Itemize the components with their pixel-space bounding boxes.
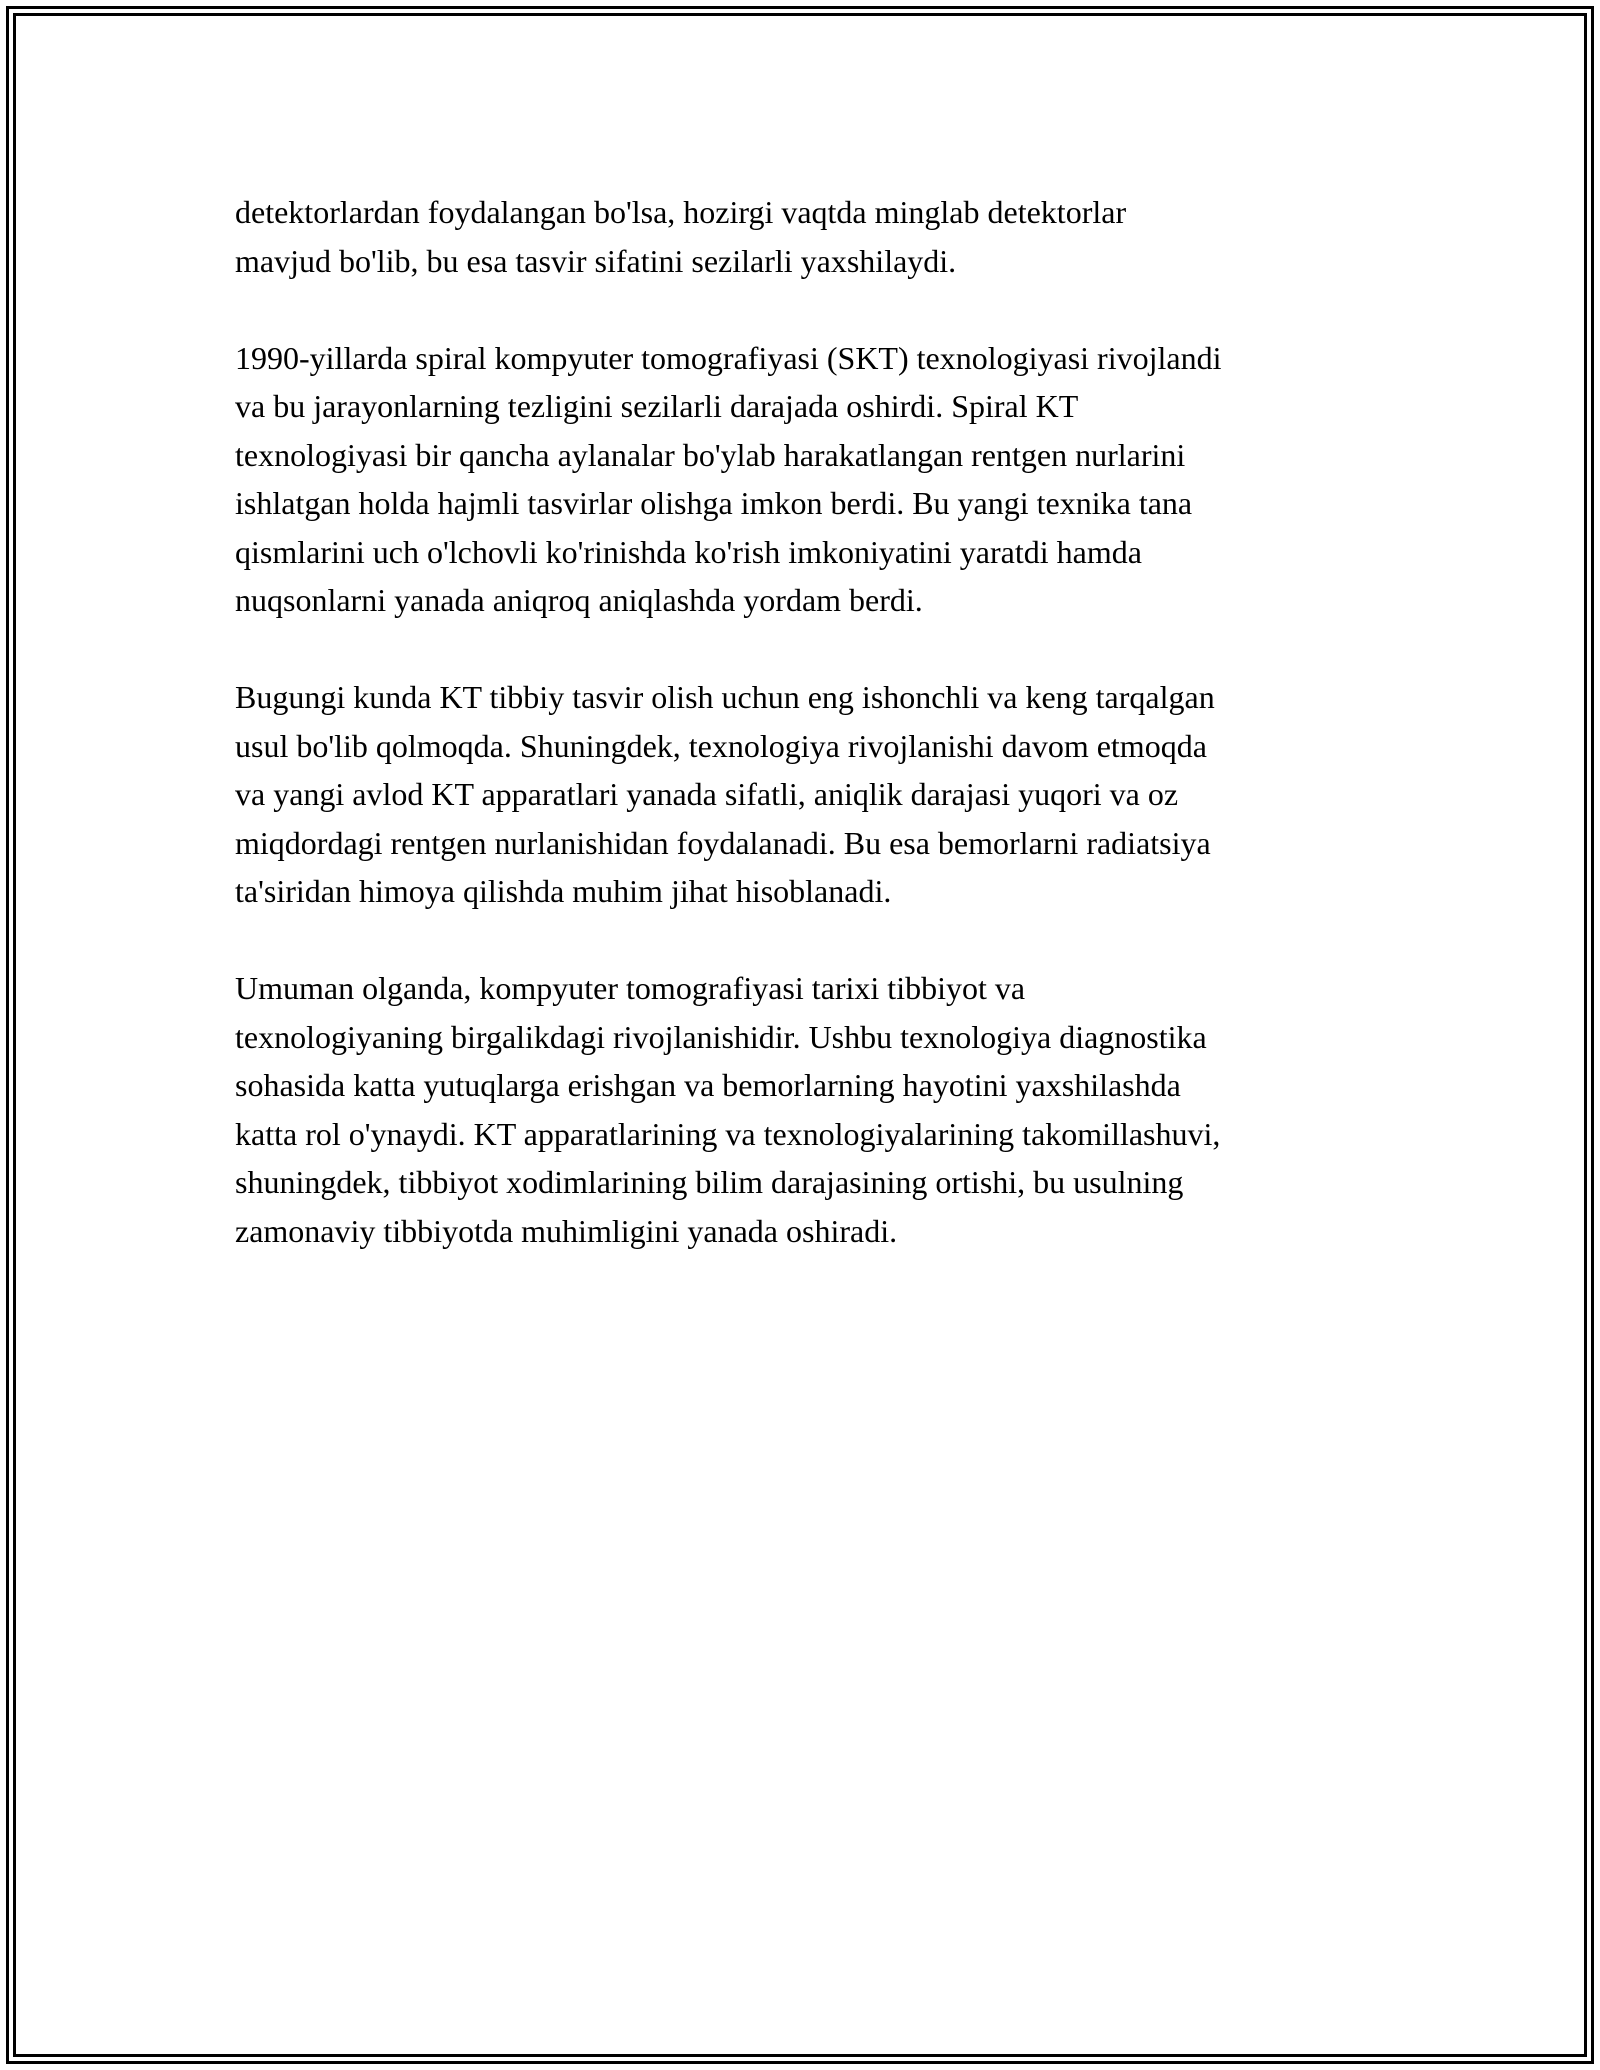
paragraph-2 [235, 334, 1395, 625]
text-line: texnologiyaning birgalikdagi rivojlanishidir. Ushbu texnologiya diagnostika [235, 1018, 1207, 1055]
text-line: nuqsonlarni yanada aniqroq aniqlashda yordam berdi. [235, 582, 923, 618]
text-line: texnologiyasi bir qancha aylanalar bo'ylab harakatlangan rentgen nurlarini [235, 436, 1186, 473]
paragraph-3 [235, 673, 1395, 916]
text-line: Bugungi kunda KT tibbiy tasvir olish uchun eng ishonchli va keng tarqalgan [235, 679, 1215, 715]
text-line: Umuman olganda, kompyuter tomografiyasi tarixi tibbiyot va [235, 970, 1026, 1006]
text-line: detektorlardan foydalangan bo'lsa, hozirgi vaqtda minglab detektorlar [235, 194, 1127, 230]
text-line: miqdordagi rentgen nurlanishidan foydalanadi. Bu esa bemorlarni radiatsiya [235, 824, 1211, 861]
text-line: va yangi avlod KT apparatlari yanada sifatli, aniqlik darajasi yuqori va oz [235, 776, 1179, 812]
text-line: ishlatgan holda hajmli tasvirlar olishga imkon berdi. Bu yangi texnika tana [235, 485, 1193, 521]
paragraph-4 [235, 964, 1395, 1255]
text-line: ta'siridan himoya qilishda muhim jihat hisoblanadi. [235, 873, 892, 909]
document-body [235, 188, 1395, 1304]
text-line: shuningdek, tibbiyot xodimlarining bilim darajasining ortishi, bu usulning [235, 1164, 1184, 1200]
text-line: sohasida katta yutuqlarga erishgan va bemorlarning hayotini yaxshilashda [235, 1067, 1181, 1103]
text-line: va bu jarayonlarning tezligini sezilarli darajada oshirdi. Spiral KT [235, 388, 1079, 424]
paragraph-1 [235, 188, 1395, 285]
text-line: zamonaviy tibbiyotda muhimligini yanada oshiradi. [235, 1212, 898, 1249]
text-line: 1990-yillarda spiral kompyuter tomografiyasi (SKT) texnologiyasi rivojlandi [235, 339, 1222, 376]
text-line: katta rol o'ynaydi. KT apparatlarining va texnologiyalarining takomillashuvi, [235, 1115, 1221, 1152]
text-line: mavjud bo'lib, bu esa tasvir sifatini sezilarli yaxshilaydi. [235, 242, 957, 279]
text-line: qismlarini uch o'lchovli ko'rinishda ko'rish imkoniyatini yaratdi hamda [235, 533, 1142, 570]
text-line: usul bo'lib qolmoqda. Shuningdek, texnologiya rivojlanishi davom etmoqda [235, 727, 1207, 764]
